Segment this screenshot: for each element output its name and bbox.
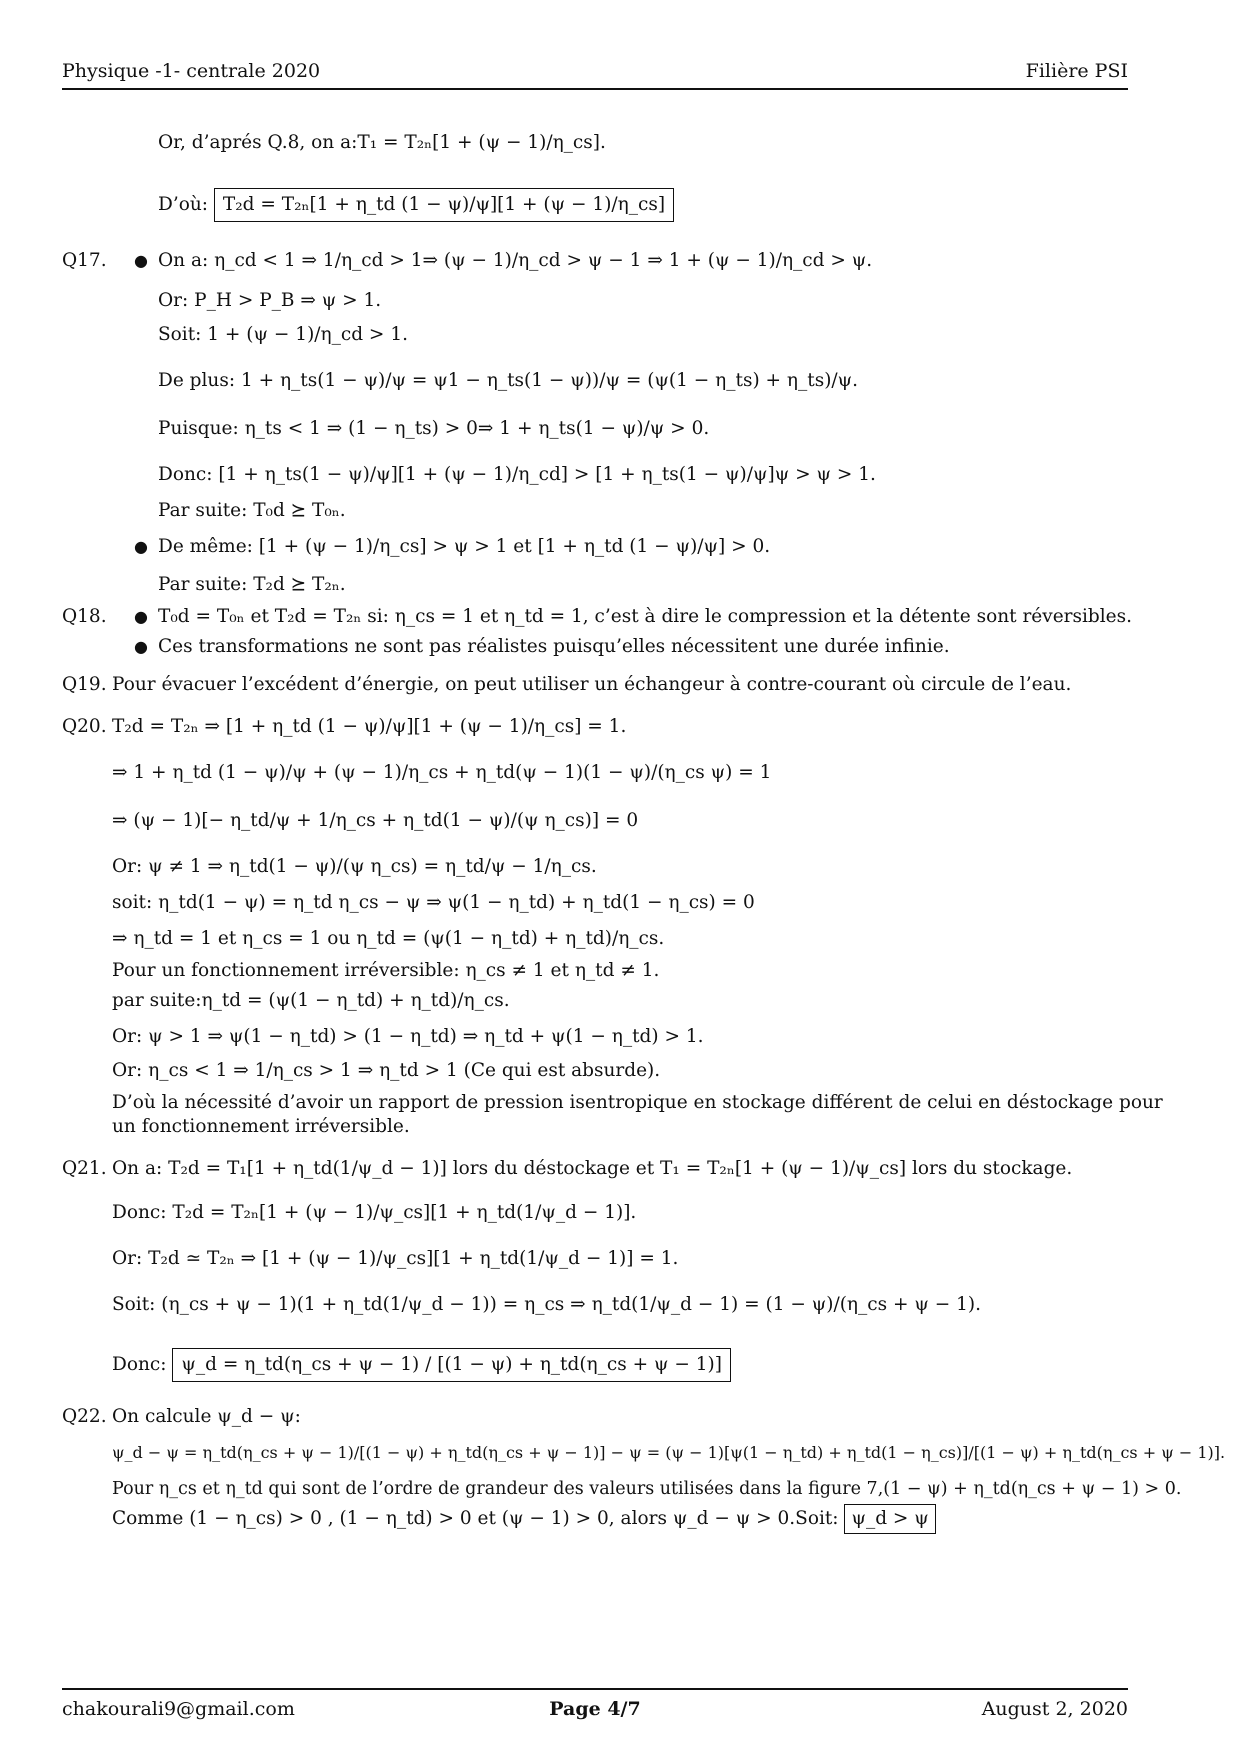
- q18-number: Q18.: [62, 606, 107, 627]
- q22-line: ψ_d − ψ = η_td(η_cs + ψ − 1)/[(1 − ψ) + η_td(η_cs + ψ − 1)] − ψ = (ψ − 1)[ψ(1 − η_td) + η_td(1 − η_cs)]/[(1 − ψ) + η_td(η_cs + ψ − 1)].: [112, 1443, 1226, 1462]
- q17-line: Soit: 1 + (ψ − 1)/η_cd > 1.: [158, 324, 408, 345]
- q17-line: On a: η_cd < 1 ⇒ 1/η_cd > 1⇒ (ψ − 1)/η_cd > ψ − 1 ⇒ 1 + (ψ − 1)/η_cd > ψ.: [158, 250, 873, 271]
- q21-line: Donc: T₂d = T₂ₙ[1 + (ψ − 1)/ψ_cs][1 + η_td(1/ψ_d − 1)].: [112, 1202, 637, 1223]
- q18-line: T₀d = T₀ₙ et T₂d = T₂ₙ si: η_cs = 1 et η_td = 1, c’est à dire le compression et la détente sont réversibles.: [158, 606, 1132, 627]
- q22-line: Comme (1 − η_cs) > 0 , (1 − η_td) > 0 et (ψ − 1) > 0, alors ψ_d − ψ > 0.Soit:: [112, 1508, 839, 1529]
- q17-line: De même: [1 + (ψ − 1)/η_cs] > ψ > 1 et [1 + η_td (1 − ψ)/ψ] > 0.: [158, 536, 771, 557]
- q16-line1: Or, d’aprés Q.8, on a:T₁ = T₂ₙ[1 + (ψ − 1)/η_cs].: [158, 132, 606, 153]
- q20-line: Or: ψ > 1 ⇒ ψ(1 − η_td) > (1 − η_td) ⇒ η_td + ψ(1 − η_td) > 1.: [112, 1026, 704, 1047]
- q20-line: ⇒ 1 + η_td (1 − ψ)/ψ + (ψ − 1)/η_cs + η_td(ψ − 1)(1 − ψ)/(η_cs ψ) = 1: [112, 762, 772, 783]
- footer-page-number: Page 4/7: [549, 1698, 641, 1720]
- q20-line: ⇒ (ψ − 1)[− η_td/ψ + 1/η_cs + η_td(1 − ψ)/(ψ η_cs)] = 0: [112, 810, 639, 831]
- q20-line: un fonctionnement irréversible.: [112, 1116, 410, 1137]
- q22-result-box: ψ_d > ψ: [844, 1504, 935, 1534]
- q17-line: De plus: 1 + η_ts(1 − ψ)/ψ = ψ1 − η_ts(1 − ψ))/ψ = (ψ(1 − η_ts) + η_ts)/ψ.: [158, 370, 859, 391]
- bullet-icon: ●: [134, 537, 148, 556]
- footer-date: August 2, 2020: [981, 1698, 1128, 1720]
- q19-text: Pour évacuer l’excédent d’énergie, on peut utiliser un échangeur à contre-courant où circule de l’eau.: [112, 674, 1072, 695]
- q17-line: Or: P_H > P_B ⇒ ψ > 1.: [158, 290, 382, 311]
- footer-email: chakourali9@gmail.com: [62, 1698, 295, 1720]
- q22-line: Pour η_cs et η_td qui sont de l’ordre de grandeur des valeurs utilisées dans la figure 7,(1 − ψ) + η_td(η_cs + ψ − 1) > 0.: [112, 1479, 1182, 1499]
- bullet-icon: ●: [134, 637, 148, 656]
- page-footer: [62, 1688, 1128, 1720]
- q20-line: Or: ψ ≠ 1 ⇒ η_td(1 − ψ)/(ψ η_cs) = η_td/ψ − 1/η_cs.: [112, 856, 597, 877]
- q18-line: Ces transformations ne sont pas réalistes puisqu’elles nécessitent une durée infinie.: [158, 636, 950, 657]
- q17-number: Q17.: [62, 250, 107, 271]
- q20-line: T₂d = T₂ₙ ⇒ [1 + η_td (1 − ψ)/ψ][1 + (ψ − 1)/η_cs] = 1.: [112, 716, 627, 737]
- q20-line: ⇒ η_td = 1 et η_cs = 1 ou η_td = (ψ(1 − η_td) + η_td)/η_cs.: [112, 928, 665, 949]
- q21-line: Or: T₂d ≃ T₂ₙ ⇒ [1 + (ψ − 1)/ψ_cs][1 + η_td(1/ψ_d − 1)] = 1.: [112, 1248, 679, 1269]
- q20-line: Pour un fonctionnement irréversible: η_cs ≠ 1 et η_td ≠ 1.: [112, 960, 660, 981]
- header-right: Filière PSI: [1025, 60, 1128, 82]
- bullet-icon: ●: [134, 607, 148, 626]
- q17-line: Par suite: T₀d ⪰ T₀ₙ.: [158, 500, 346, 521]
- q20-line: Or: η_cs < 1 ⇒ 1/η_cs > 1 ⇒ η_td > 1 (Ce qui est absurde).: [112, 1060, 661, 1081]
- q19-number: Q19.: [62, 674, 107, 695]
- page-header: [62, 58, 1128, 90]
- q16-result-box: T₂d = T₂ₙ[1 + η_td (1 − ψ)/ψ][1 + (ψ − 1)/η_cs]: [214, 188, 674, 222]
- q20-line: D’où la nécessité d’avoir un rapport de pression isentropique en stockage différent de celui en déstockage pour: [112, 1092, 1163, 1113]
- q22-result-line: [112, 1504, 936, 1534]
- q16-result: [158, 188, 674, 222]
- q21-line: Soit: (η_cs + ψ − 1)(1 + η_td(1/ψ_d − 1)) = η_cs ⇒ η_td(1/ψ_d − 1) = (1 − ψ)/(η_cs + ψ − 1).: [112, 1294, 982, 1315]
- q16-result-label: D’où:: [158, 194, 208, 215]
- q17-line: Puisque: η_ts < 1 ⇒ (1 − η_ts) > 0⇒ 1 + η_ts(1 − ψ)/ψ > 0.: [158, 418, 710, 439]
- q22-line: On calcule ψ_d − ψ:: [112, 1406, 301, 1427]
- q21-result-label: Donc:: [112, 1354, 167, 1375]
- q20-line: soit: η_td(1 − ψ) = η_td η_cs − ψ ⇒ ψ(1 − η_td) + η_td(1 − η_cs) = 0: [112, 892, 755, 913]
- q21-result: [112, 1348, 731, 1382]
- q20-line: par suite:η_td = (ψ(1 − η_td) + η_td)/η_cs.: [112, 990, 510, 1011]
- q21-number: Q21.: [62, 1158, 107, 1179]
- q17-line: Donc: [1 + η_ts(1 − ψ)/ψ][1 + (ψ − 1)/η_cd] > [1 + η_ts(1 − ψ)/ψ]ψ > ψ > 1.: [158, 464, 876, 485]
- q22-number: Q22.: [62, 1406, 107, 1427]
- header-left: Physique -1- centrale 2020: [62, 60, 321, 82]
- q21-result-box: ψ_d = η_td(η_cs + ψ − 1) / [(1 − ψ) + η_td(η_cs + ψ − 1)]: [172, 1348, 731, 1382]
- bullet-icon: ●: [134, 251, 148, 270]
- q21-line: On a: T₂d = T₁[1 + η_td(1/ψ_d − 1)] lors du déstockage et T₁ = T₂ₙ[1 + (ψ − 1)/ψ_cs] lors du stockage.: [112, 1158, 1073, 1179]
- q20-number: Q20.: [62, 716, 107, 737]
- page: [62, 0, 1226, 1754]
- q17-line: Par suite: T₂d ⪰ T₂ₙ.: [158, 574, 346, 595]
